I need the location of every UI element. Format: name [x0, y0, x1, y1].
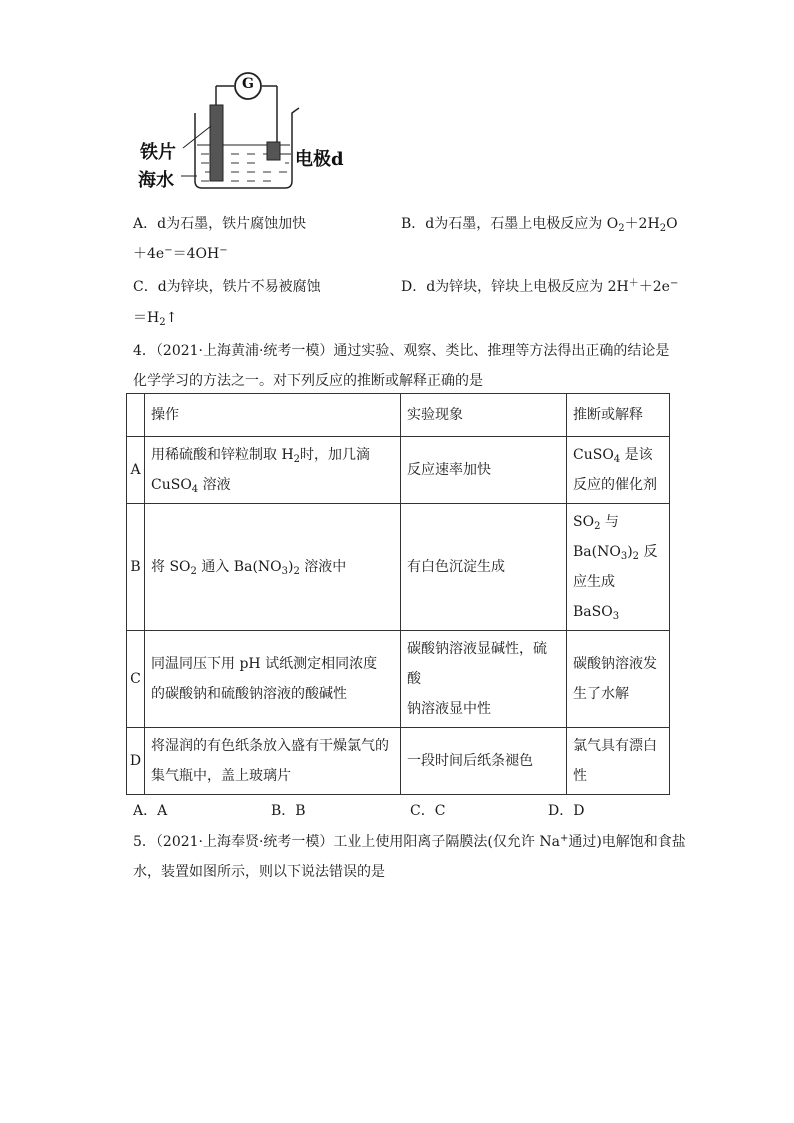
row-explanation: CuSO$_4$ 是该 反应的催化剂: [567, 437, 670, 504]
q4-option-c: C．C: [410, 803, 446, 819]
row-letter: B: [127, 504, 145, 631]
row-phenomenon: 有白色沉淀生成: [401, 504, 567, 631]
row-explanation: $SO_2$ 与 $Ba(NO_3)_2$ 反 应生成 BaSO$_3$: [567, 504, 670, 631]
q4-stem-line2: 化学学习的方法之一。对下列反应的推断或解释正确的是: [133, 373, 483, 389]
q4-table: [126, 393, 670, 795]
row-phenomenon: 一段时间后纸条褪色: [401, 728, 567, 795]
row-letter: D: [127, 728, 145, 795]
table-row: [127, 728, 670, 795]
row-explanation: 氯气具有漂白 性: [567, 728, 670, 795]
row-letter: A: [127, 437, 145, 504]
header-explanation: 推断或解释: [567, 394, 670, 437]
row-operation: 用稀硫酸和锌粒制取 $H_2$时，加几滴 CuSO$_4$ 溶液: [145, 437, 401, 504]
row-operation: 同温同压下用 pH 试纸测定相同浓度 的碳酸钠和硫酸钠溶液的酸碱性: [145, 631, 401, 728]
electrochemical-cell-figure: [135, 68, 375, 193]
q3-option-b: B．d为石墨，石墨上电极反应为 $O_2+2H_2O$: [401, 216, 678, 234]
table-header-row: [127, 394, 670, 437]
q4-option-d: D．D: [548, 803, 585, 819]
seawater-label: 海水: [138, 170, 174, 191]
row-letter: C: [127, 631, 145, 728]
header-phenomenon: 实验现象: [401, 394, 567, 437]
row-operation: 将湿润的有色纸条放入盛有干燥氯气的 集气瓶中，盖上玻璃片: [145, 728, 401, 795]
q4-option-a: A．A: [133, 803, 168, 819]
q3-option-d-cont: $=H_2↑$: [133, 310, 178, 328]
q5-stem-line1: 5．（2021·上海奉贤·统考一模）工业上使用阳离子隔膜法(仅允许 Na+通过)电解饱和食盐: [133, 833, 686, 850]
row-operation: 将 $SO_2$ 通入 $Ba(NO_3)_2$ 溶液中: [145, 504, 401, 631]
header-operation: 操作: [145, 394, 401, 437]
header-blank: [127, 394, 145, 437]
q3-option-b-cont: ＋4e−＝4OH−: [133, 245, 228, 262]
q3-option-a: A．d为石墨，铁片腐蚀加快: [133, 216, 307, 232]
q4-stem-line1: 4．（2021·上海黄浦·统考一模）通过实验、观察、类比、推理等方法得出正确的结论是: [133, 343, 670, 359]
q4-option-b: B．B: [271, 803, 306, 819]
row-phenomenon: 碳酸钠溶液显碱性，硫酸 钠溶液显中性: [401, 631, 567, 728]
q3-option-c: C．d为锌块，铁片不易被腐蚀: [133, 279, 321, 295]
q5-stem-line2: 水，装置如图所示，则以下说法错误的是: [133, 864, 385, 880]
electrode-d-label: 电极d: [295, 149, 344, 170]
iron-sheet-label: 铁片: [140, 142, 176, 163]
row-explanation: 碳酸钠溶液发 生了水解: [567, 631, 670, 728]
table-row: [127, 504, 670, 631]
iron-sheet: [210, 105, 223, 181]
q3-option-d: D．d为锌块，锌块上电极反应为 2H＋＋2e−: [401, 278, 679, 295]
table-row: [127, 437, 670, 504]
galvanometer-label: G: [242, 76, 254, 92]
table-row: [127, 631, 670, 728]
electrode-d: [267, 142, 280, 160]
row-phenomenon: 反应速率加快: [401, 437, 567, 504]
